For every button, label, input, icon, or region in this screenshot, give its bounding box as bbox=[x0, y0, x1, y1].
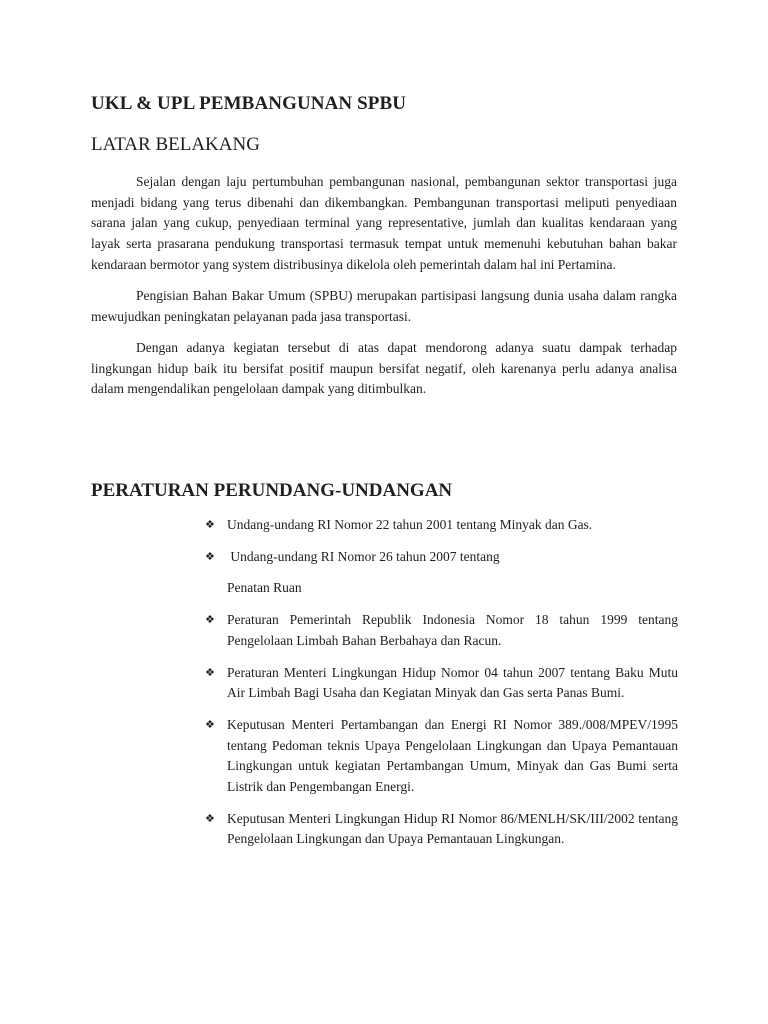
background-body bbox=[91, 172, 677, 411]
regulation-text: Undang-undang RI Nomor 22 tahun 2001 tentang Minyak dan Gas. bbox=[227, 517, 593, 532]
list-item bbox=[205, 663, 678, 704]
section-title-peraturan: PERATURAN PERUNDANG-UNDANGAN bbox=[91, 480, 453, 501]
list-item bbox=[205, 547, 678, 599]
list-item bbox=[205, 515, 678, 536]
document-title: UKL & UPL PEMBANGUNAN SPBU bbox=[91, 93, 407, 114]
list-item bbox=[205, 715, 678, 798]
paragraph: Sejalan dengan laju pertumbuhan pembangunan nasional, pembangunan sektor transportasi juga menjadi bidang yang terus dibenahi dan dikembangkan. Pembangunan transportasi meliputi penyediaan sarana jalan yang cukup, penyediaan terminal yang representative, jumlah dan kualitas kendaraan yang layak serta prasarana pendukung transportasi termasuk tempat untuk memenuhi kebutuhan bahan bakar kendaraan bermotor yang system distribusinya dikelola oleh pemerintah dalam hal ini Pertamina. bbox=[91, 174, 677, 272]
section-title-latar-belakang: LATAR BELAKANG bbox=[91, 134, 260, 155]
diamond-bullet-icon: ❖ bbox=[205, 811, 215, 825]
regulation-text: Keputusan Menteri Pertambangan dan Energi RI Nomor 389./008/MPEV/1995 tentang Pedoman teknis Upaya Pengelolaan Lingkungan dan Upaya Pemantauan Lingkungan untuk kegiatan Pertambangan Umum, Minyak dan Gas Bumi serta Listrik dan Pengembangan Energi. bbox=[227, 716, 678, 795]
diamond-bullet-icon: ❖ bbox=[205, 717, 215, 731]
regulation-text: Peraturan Pemerintah Republik Indonesia Nomor 18 tahun 1999 tentang Pengelolaan Limbah Bahan Berbahaya dan Racun. bbox=[227, 612, 678, 648]
regulation-continuation: Penatan Ruan bbox=[227, 580, 302, 596]
list-item bbox=[205, 809, 678, 850]
paragraph: Pengisian Bahan Bakar Umum (SPBU) merupakan partisipasi langsung dunia usaha dalam rangka mewujudkan peningkatan pelayanan pada jasa transportasi. bbox=[91, 288, 677, 324]
diamond-bullet-icon: ❖ bbox=[205, 518, 215, 531]
regulation-text: Undang-undang RI Nomor 26 tahun 2007 tentang bbox=[227, 548, 500, 564]
list-item bbox=[205, 610, 678, 651]
regulation-text: Peraturan Menteri Lingkungan Hidup Nomor 04 tahun 2007 tentang Baku Mutu Air Limbah Bagi Usaha dan Kegiatan Minyak dan Gas serta Panas Bumi. bbox=[227, 664, 678, 701]
diamond-bullet-icon: ❖ bbox=[205, 549, 215, 563]
regulation-list bbox=[205, 515, 678, 861]
diamond-bullet-icon: ❖ bbox=[205, 613, 215, 627]
diamond-bullet-icon: ❖ bbox=[205, 665, 215, 679]
paragraph: Dengan adanya kegiatan tersebut di atas dapat mendorong adanya suatu dampak terhadap lingkungan hidup baik itu bersifat positif maupun bersifat negatif, oleh karenanya perlu adanya analisa dalam mengendalikan pengelolaan dampak yang ditimbulkan. bbox=[91, 339, 677, 397]
regulation-text: Keputusan Menteri Lingkungan Hidup RI Nomor 86/MENLH/SK/III/2002 tentang Pengelolaan Lingkungan dan Upaya Pemantauan Lingkungan. bbox=[227, 810, 678, 847]
